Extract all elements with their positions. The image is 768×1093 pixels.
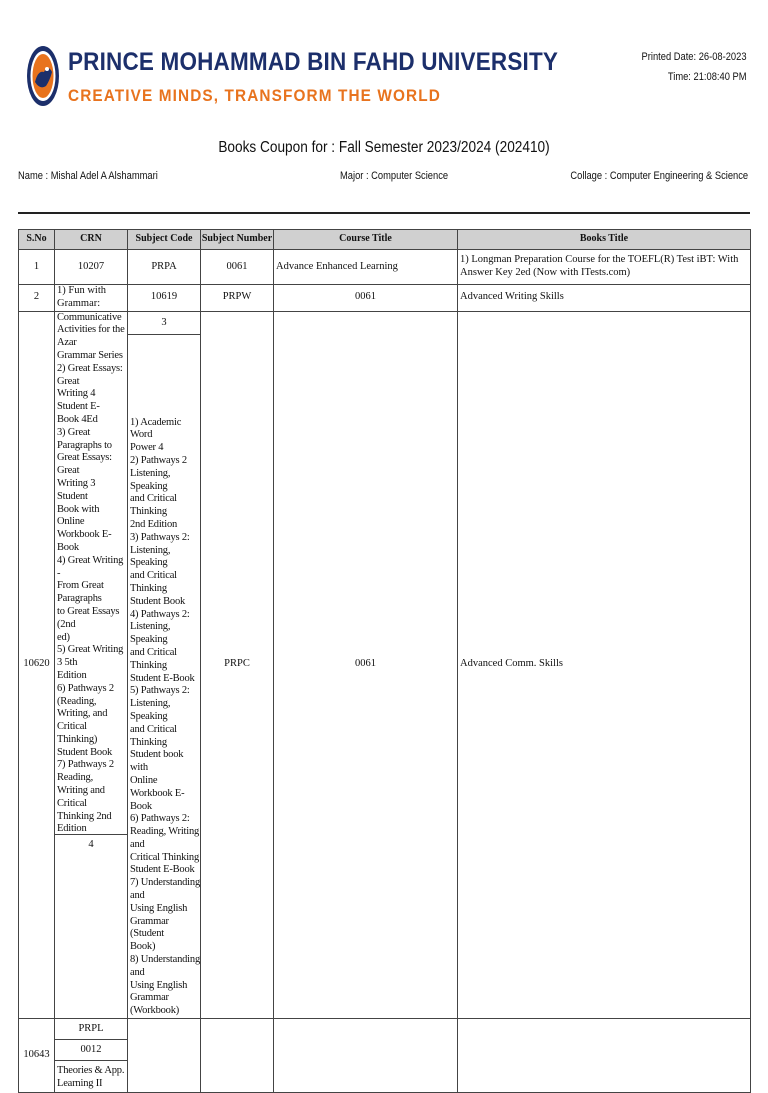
header-books-title: Books Title [458,230,751,250]
header-subject-number: Subject Number [201,230,274,250]
row1-subject-code: PRPA [128,250,201,285]
university-logo [26,42,60,110]
table-row [19,1019,751,1093]
row2-course-title: 0061 [274,285,458,312]
row3-next-sno: 4 [55,834,127,855]
coupon-title: Books Coupon for : Fall Semester 2023/2024 (202410) [218,139,550,156]
row4-empty-2 [201,1019,274,1093]
row3-subject-code-top: 3 [128,312,200,335]
row3-subject-code-books: 1) Academic Word Power 4 2) Pathways 2 Listening, Speaking and Critical Thinking 2nd Edition 3) Pathways 2: Listening, Speaking and Critical Thinking Student Book 4) Pathways 2: Listening, Speaking and Critical Thinking Student E-Book 5) Pathways 2: Listening, Speaking and Critical Thinking Student book with Online Workbook E- Book 6) Pathways 2: Reading, Writing and Critical Thinking Student E-Book 7) Understanding and Using English Grammar (Student Book) 8) Understanding and Using English Grammar (Workbook) [130,416,200,1017]
printed-date: Printed Date: 26-08-2023 [641,51,747,63]
row4-crn-title: Theories & App. Learning II [57,1065,125,1089]
header-crn: CRN [55,230,128,250]
row2-sno: 2 [19,285,55,312]
row4-crn-number: 0012 [55,1040,127,1061]
row2-subject-number: PRPW [201,285,274,312]
row3-crn-books: Communicative Activities for the Azar Grammar Series 2) Great Essays: Great Writing 4 Student E- Book 4Ed 3) Great Paragraphs to Great Essays: Great Writing 3 Student Book with Online Workbook E-Book 4) Great Writing - From Great Paragraphs to Great Essays (2nd ed) 5) Great Writing 3 5th Edition 6) Pathways 2 (Reading, Writing, and Critical Thinking) Student Book 7) Pathways 2 Reading, Writing and Critical Thinking 2nd Edition [57,311,125,834]
row4-crn-code: PRPL [55,1019,127,1040]
row2-books-title: Advanced Writing Skills [458,285,751,312]
university-tagline: CREATIVE MINDS, TRANSFORM THE WORLD [68,87,441,105]
print-info [642,47,747,87]
row3-subject-code-cell [128,311,201,1018]
student-name: Name : Mishal Adel A Alshammari [18,170,158,182]
header-course-title: Course Title [274,230,458,250]
row1-crn: 10207 [55,250,128,285]
table-header-row [19,230,751,250]
row1-sno: 1 [19,250,55,285]
row4-empty-3 [274,1019,458,1093]
header-divider [18,212,750,214]
row1-course-title: Advance Enhanced Learning [274,250,458,285]
books-table [18,229,751,1093]
row3-course-title: 0061 [274,311,458,1018]
row4-empty-4 [458,1019,751,1093]
table-row [19,285,751,312]
row3-subject-number: PRPC [201,311,274,1018]
row4-empty-1 [128,1019,201,1093]
header-sno: S.No [19,230,55,250]
row2-subject-code: 10619 [128,285,201,312]
row1-books-title: 1) Longman Preparation Course for the TOEFL(R) Test iBT: With Answer Key 2ed (Now with ITests.com) [458,250,751,285]
header-subject-code: Subject Code [128,230,201,250]
row3-books-title: Advanced Comm. Skills [458,311,751,1018]
row4-sno: 10643 [19,1019,55,1093]
university-name: PRINCE MOHAMMAD BIN FAHD UNIVERSITY [68,48,559,76]
table-row [19,311,751,1018]
row1-subject-number: 0061 [201,250,274,285]
shield-logo-icon [26,42,60,110]
table-row [19,250,751,285]
printed-time: Time: 21:08:40 PM [668,71,747,83]
row3-sno: 10620 [19,311,55,1018]
row4-crn-cell [55,1019,128,1093]
row2-crn-books: 1) Fun with Grammar: [55,285,128,312]
row3-crn-cell [55,311,128,1018]
student-major: Major : Computer Science [340,170,449,182]
student-college: Collage : Computer Engineering & Science [570,170,748,182]
